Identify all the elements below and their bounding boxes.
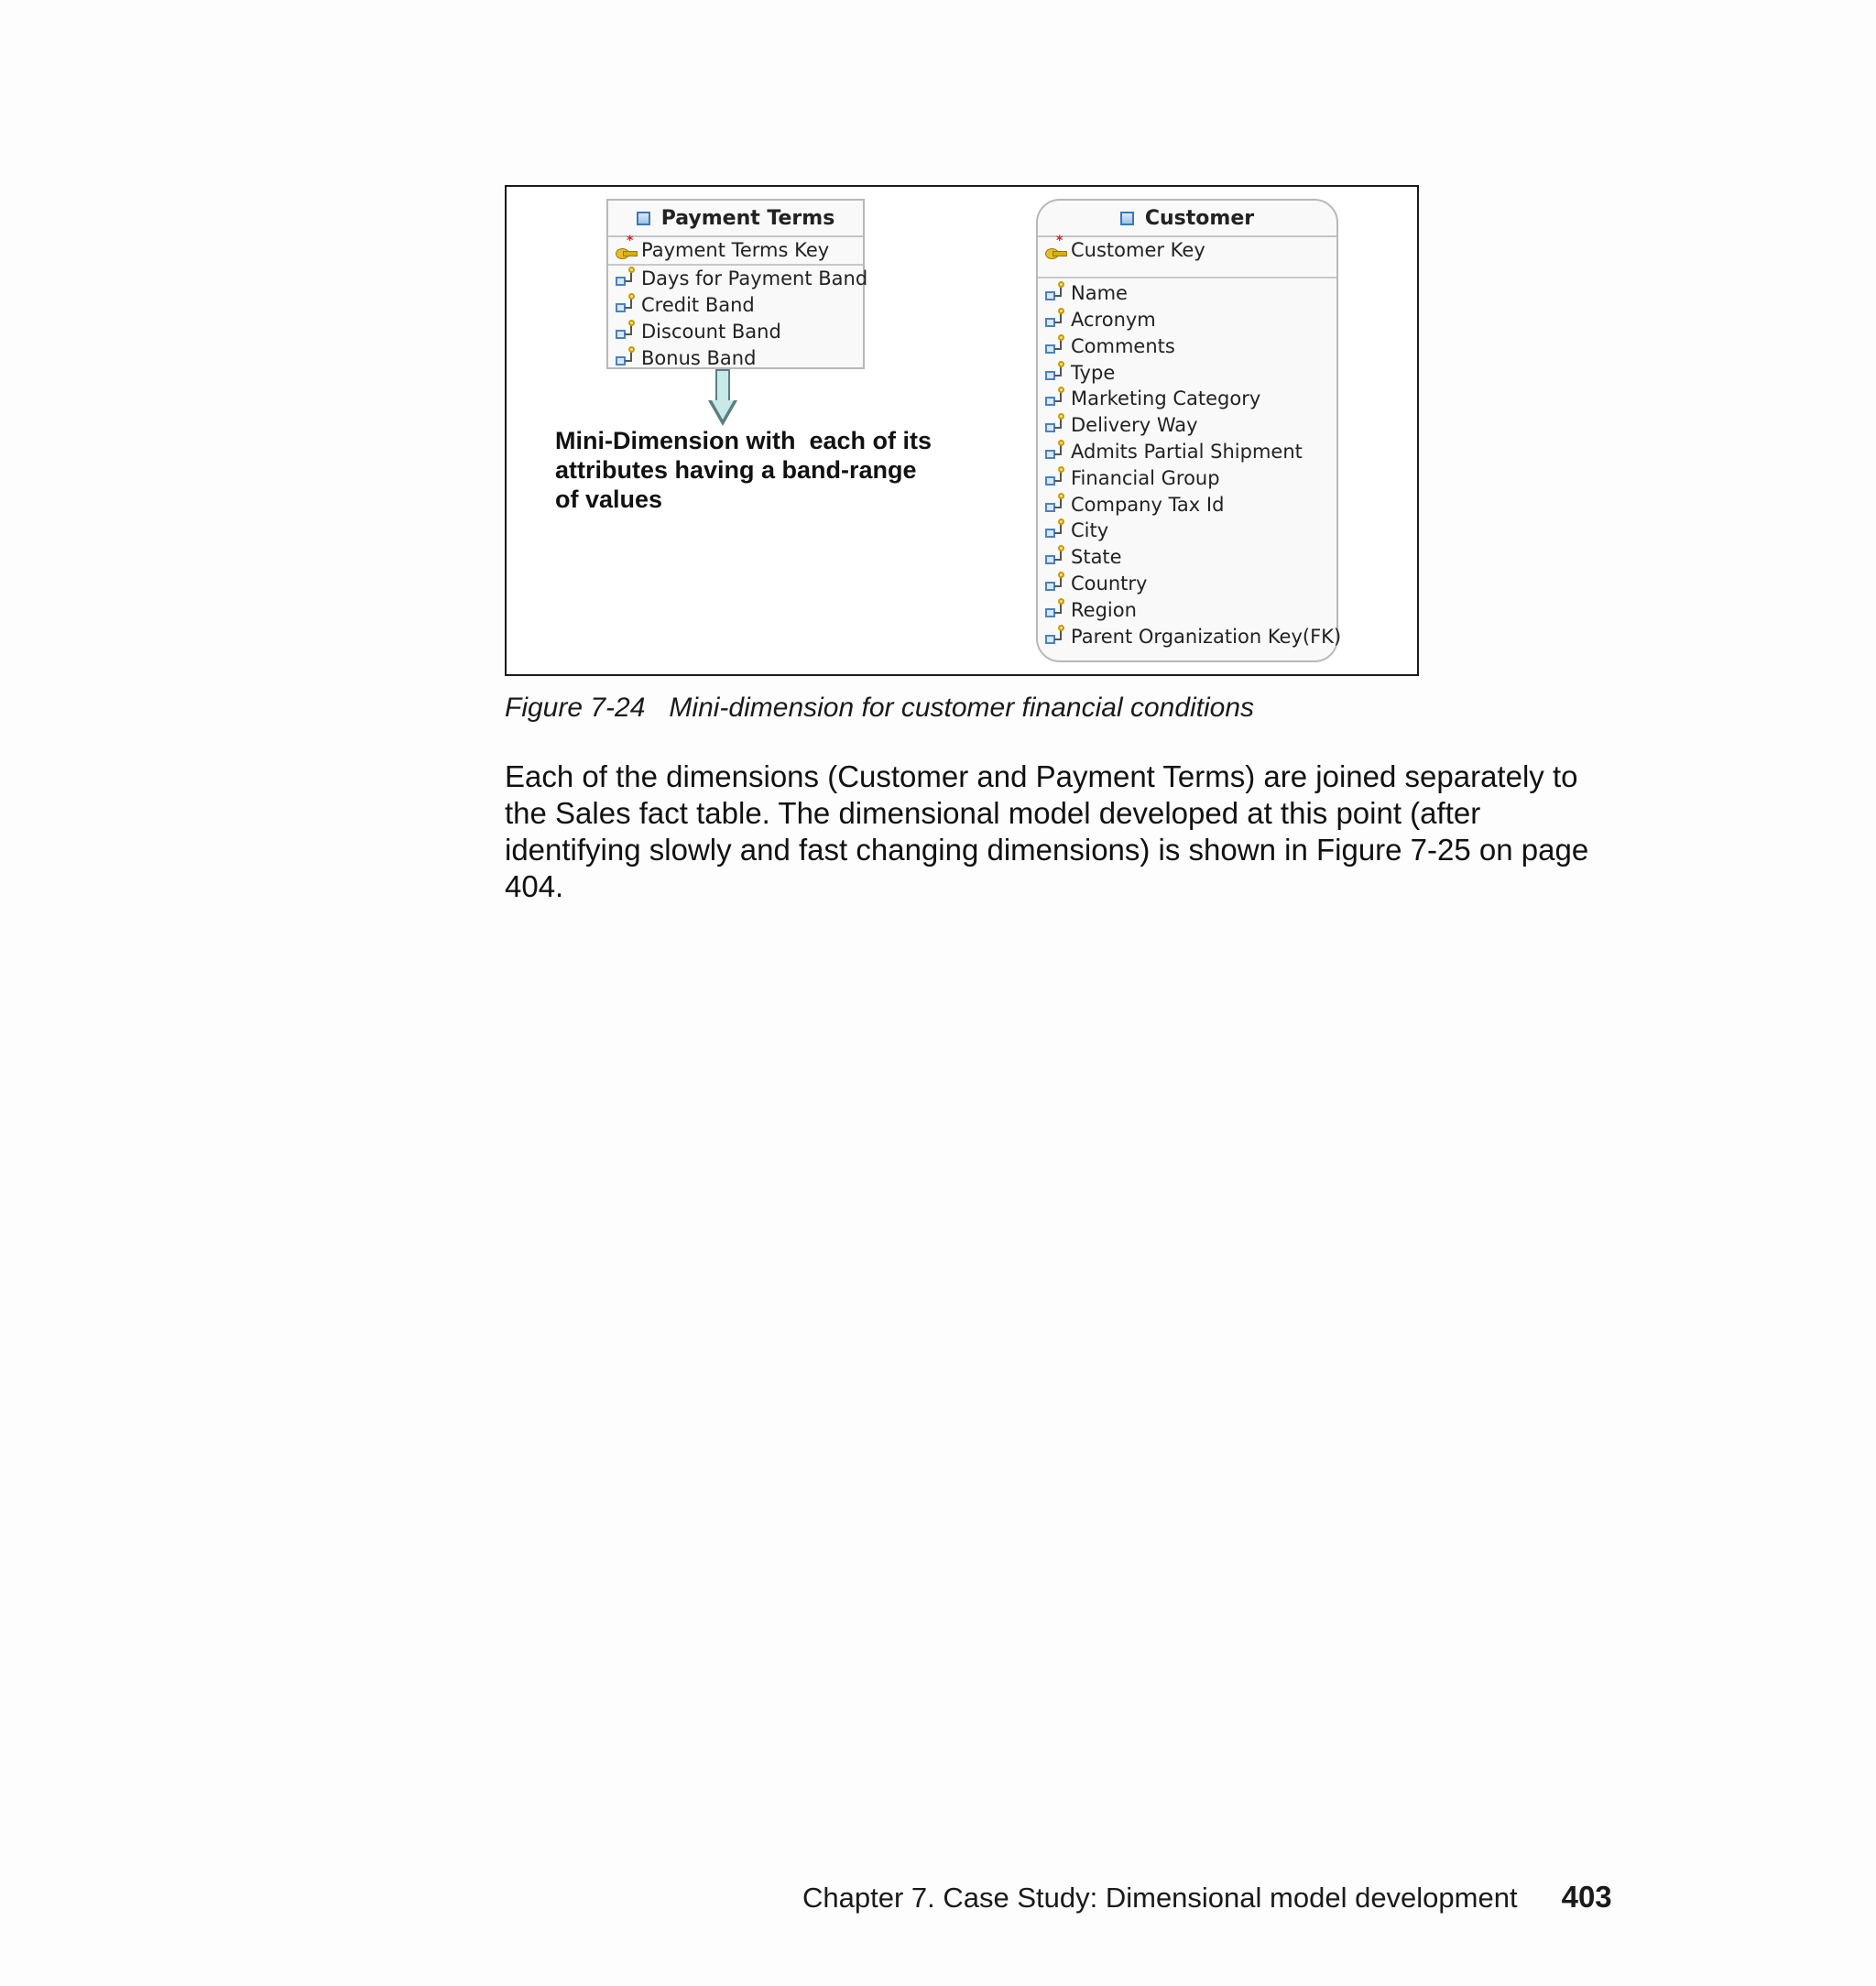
attribute-row bbox=[608, 344, 863, 371]
attribute-icon bbox=[616, 295, 636, 315]
down-arrow-icon bbox=[715, 369, 730, 400]
payment-terms-title: Payment Terms bbox=[660, 206, 835, 230]
attribute-row bbox=[1038, 412, 1336, 439]
table-icon bbox=[1120, 212, 1134, 225]
attribute-label: Days for Payment Band bbox=[641, 267, 868, 290]
figure-number: Figure 7-24 bbox=[505, 693, 646, 723]
attribute-icon bbox=[1045, 520, 1065, 540]
attribute-row bbox=[1038, 491, 1336, 518]
attribute-label: Admits Partial Shipment bbox=[1071, 440, 1303, 463]
attribute-label: Region bbox=[1071, 598, 1137, 621]
figure-caption bbox=[505, 693, 1254, 724]
attribute-row bbox=[608, 266, 868, 292]
attribute-label: Credit Band bbox=[641, 293, 755, 316]
attribute-label: Marketing Category bbox=[1071, 387, 1261, 410]
attribute-label: Acronym bbox=[1071, 308, 1156, 331]
attribute-icon bbox=[1045, 310, 1065, 330]
figure-caption-text: Mini-dimension for customer financial conditions bbox=[669, 693, 1255, 723]
attribute-icon bbox=[1045, 495, 1065, 515]
attribute-icon bbox=[1045, 442, 1065, 462]
payment-terms-key-section bbox=[608, 234, 863, 266]
attribute-label: Type bbox=[1071, 361, 1116, 384]
customer-key-row bbox=[1038, 234, 1336, 264]
attribute-label: State bbox=[1071, 546, 1122, 569]
annotation-line: Mini-Dimension with each of its bbox=[555, 427, 933, 454]
customer-attribute-list bbox=[1038, 278, 1342, 649]
chapter-title: Chapter 7. Case Study: Dimensional model development bbox=[802, 1882, 1518, 1914]
attribute-label: Discount Band bbox=[641, 320, 781, 343]
primary-key-icon: * bbox=[616, 240, 636, 260]
payment-terms-header bbox=[608, 201, 863, 237]
annotation-line: attributes having a band-range bbox=[555, 456, 917, 484]
attribute-icon bbox=[1045, 573, 1065, 594]
attribute-row bbox=[1038, 386, 1336, 412]
payment-terms-entity bbox=[606, 199, 868, 369]
customer-key-label: Customer Key bbox=[1071, 239, 1205, 262]
customer-entity bbox=[1036, 199, 1342, 662]
attribute-row bbox=[1038, 596, 1336, 623]
payment-terms-attribute-list bbox=[608, 266, 868, 371]
attribute-icon bbox=[1045, 283, 1065, 303]
page-footer bbox=[802, 1880, 1612, 1915]
attribute-row bbox=[1038, 333, 1336, 359]
attribute-icon bbox=[1045, 363, 1065, 383]
attribute-row bbox=[1038, 623, 1342, 649]
attribute-icon bbox=[1045, 600, 1065, 620]
customer-key-section bbox=[1038, 234, 1336, 278]
attribute-label: Financial Group bbox=[1071, 466, 1220, 489]
attribute-icon bbox=[1045, 627, 1065, 647]
attribute-label: Country bbox=[1071, 572, 1148, 595]
body-paragraph: Each of the dimensions (Customer and Payment Terms) are joined separately to the Sales fact table. The dimensional model developed at this point (after identifying slowly and fast changing dimensions) is shown in Figure 7-25 on page 404. bbox=[505, 759, 1589, 903]
attribute-row bbox=[1038, 544, 1336, 571]
attribute-label: Company Tax Id bbox=[1071, 493, 1225, 516]
attribute-row bbox=[1038, 439, 1336, 465]
attribute-row bbox=[1038, 280, 1336, 307]
attribute-row bbox=[1038, 307, 1336, 333]
payment-terms-key-row bbox=[608, 234, 863, 264]
payment-terms-key-label: Payment Terms Key bbox=[641, 239, 830, 262]
attribute-row bbox=[1038, 359, 1336, 386]
attribute-row bbox=[608, 292, 863, 319]
attribute-icon bbox=[1045, 415, 1065, 435]
attribute-icon bbox=[616, 348, 636, 368]
page-number: 403 bbox=[1561, 1880, 1612, 1914]
attribute-icon bbox=[616, 322, 636, 342]
attribute-icon bbox=[1045, 336, 1065, 356]
annotation-line: of values bbox=[555, 486, 663, 513]
down-arrow-head-fill bbox=[712, 400, 734, 420]
customer-header bbox=[1038, 201, 1336, 237]
attribute-label: Bonus Band bbox=[641, 346, 757, 369]
primary-key-icon: * bbox=[1045, 240, 1065, 260]
attribute-icon bbox=[616, 268, 636, 289]
attribute-icon bbox=[1045, 547, 1065, 567]
attribute-row bbox=[1038, 464, 1336, 491]
attribute-row bbox=[1038, 571, 1336, 597]
attribute-icon bbox=[1045, 388, 1065, 409]
attribute-label: Parent Organization Key(FK) bbox=[1071, 625, 1342, 648]
table-icon bbox=[637, 212, 650, 225]
attribute-label: Comments bbox=[1071, 334, 1175, 357]
attribute-row bbox=[608, 318, 863, 344]
attribute-icon bbox=[1045, 468, 1065, 488]
attribute-label: Delivery Way bbox=[1071, 414, 1198, 437]
customer-title: Customer bbox=[1144, 206, 1255, 230]
attribute-row bbox=[1038, 518, 1336, 544]
attribute-label: Name bbox=[1071, 282, 1128, 305]
mini-dimension-annotation bbox=[555, 426, 958, 514]
attribute-label: City bbox=[1071, 519, 1109, 542]
